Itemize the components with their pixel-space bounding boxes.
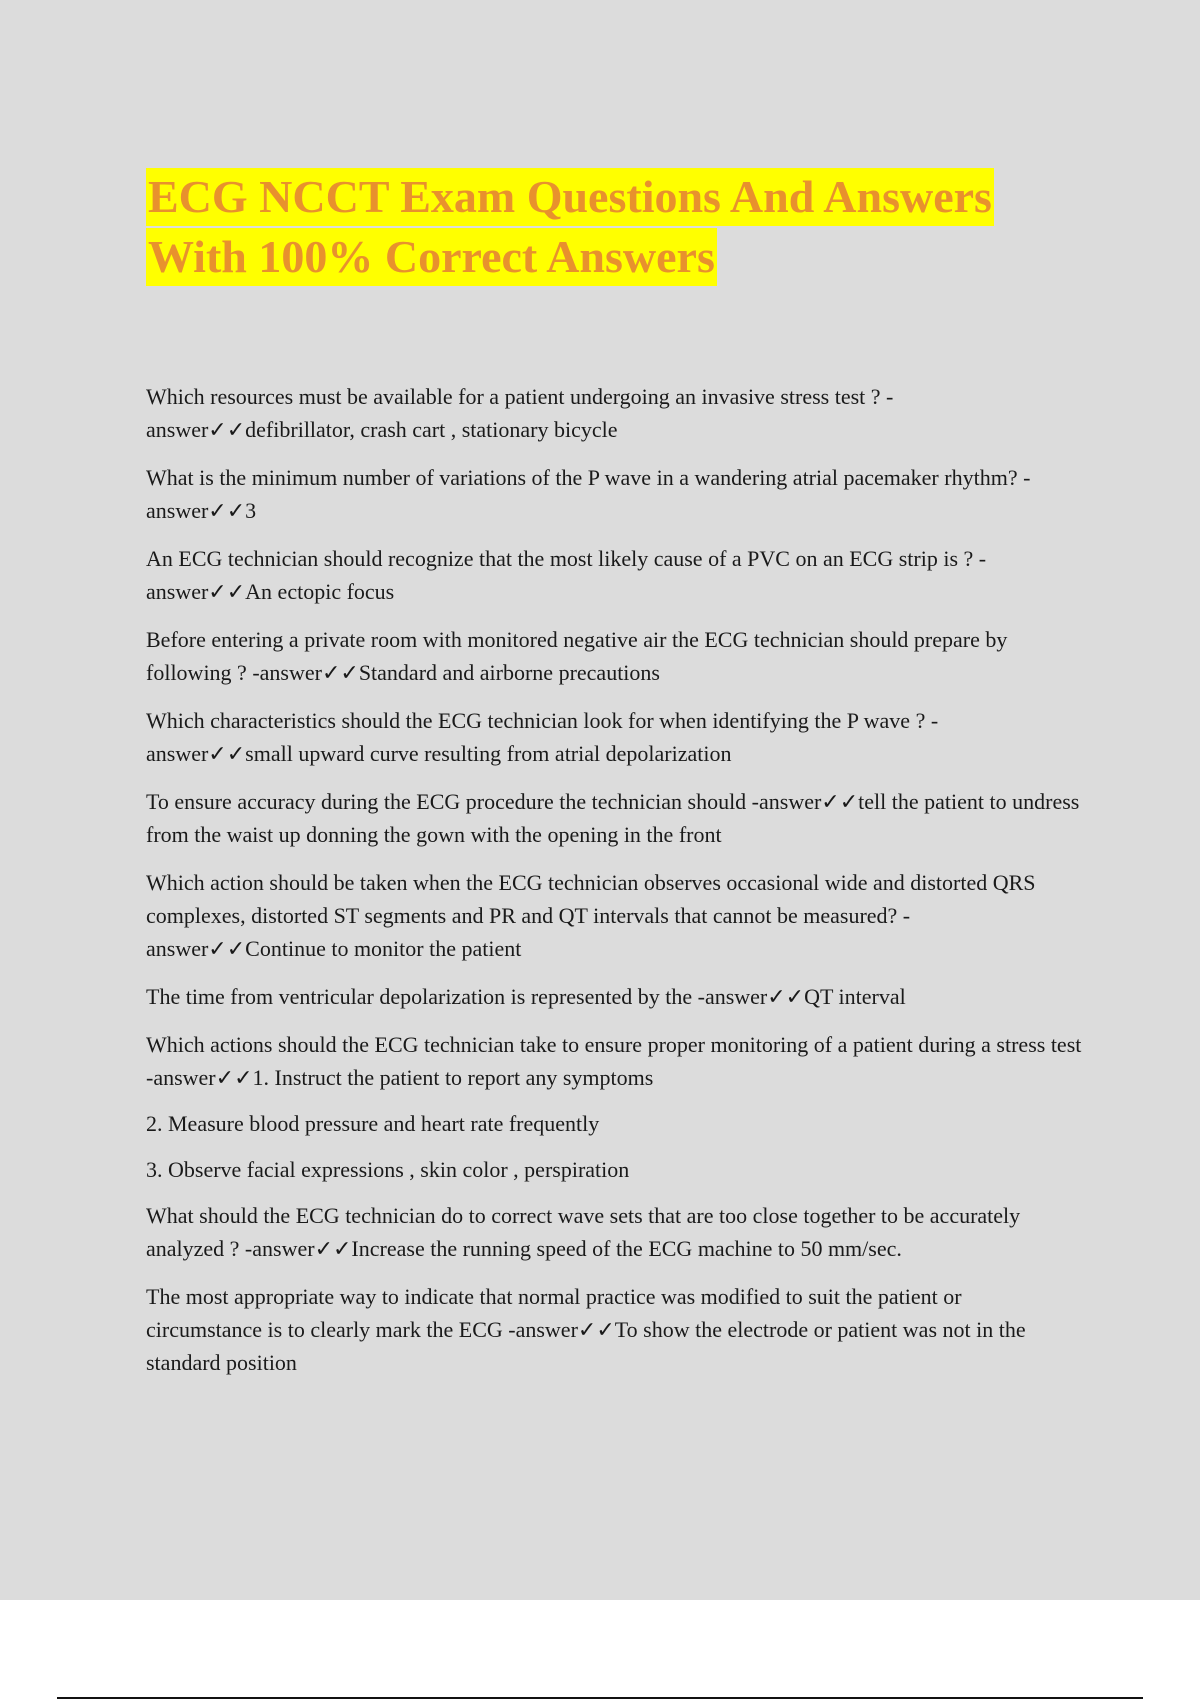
footer-divider <box>57 1697 1143 1699</box>
qa-paragraph-11: The most appropriate way to indicate that normal practice was modified to suit the patient or circumstance is to clearly mark the ECG -answer✓✓To show the electrode or patient was not in the standard position <box>146 1284 1026 1375</box>
title-line-2: With 100% Correct Answers <box>146 228 717 286</box>
qa-paragraph-2: What is the minimum number of variations of the P wave in a wandering atrial pacemaker rhythm? -answer✓✓3 <box>146 465 1031 523</box>
qa-paragraph-10: What should the ECG technician do to correct wave sets that are too close together to be accurately analyzed ? -answer✓✓Increase the running speed of the ECG machine to 50 mm/sec. <box>146 1203 1021 1261</box>
title-line-1: ECG NCCT Exam Questions And Answers <box>146 168 994 226</box>
qa-paragraph-8: The time from ventricular depolarization is represented by the -answer✓✓QT interval <box>146 984 906 1009</box>
qa-paragraph-5: Which characteristics should the ECG technician look for when identifying the P wave ? -answer✓✓small upward curve resulting from atrial depolarization <box>146 708 939 766</box>
qa-paragraph-4: Before entering a private room with monitored negative air the ECG technician should prepare by following ? -answer✓✓Standard and airborne precautions <box>146 627 1008 685</box>
qa-paragraph-3: An ECG technician should recognize that the most likely cause of a PVC on an ECG strip is ? -answer✓✓An ectopic focus <box>146 546 987 604</box>
qa-paragraph-6: To ensure accuracy during the ECG procedure the technician should -answer✓✓tell the patient to undress from the waist up donning the gown with the opening in the front <box>146 789 1080 847</box>
qa-list-item-3: 3. Observe facial expressions , skin color , perspiration <box>146 1157 630 1182</box>
qa-paragraph-9: Which actions should the ECG technician take to ensure proper monitoring of a patient during a stress test -answer✓✓1. Instruct the patient to report any symptoms <box>146 1032 1082 1090</box>
qa-paragraph-7: Which action should be taken when the ECG technician observes occasional wide and distorted QRS complexes, distorted ST segments and PR and QT intervals that cannot be measured? -answer✓✓Continue to monitor the patient <box>146 870 1036 961</box>
question-answer-list <box>146 380 1082 1394</box>
qa-paragraph-1: Which resources must be available for a patient undergoing an invasive stress test ? -answer✓✓defibrillator, crash cart , stationary bicycle <box>146 384 894 442</box>
qa-list-item-2: 2. Measure blood pressure and heart rate frequently <box>146 1111 600 1136</box>
document-title <box>146 168 1076 288</box>
